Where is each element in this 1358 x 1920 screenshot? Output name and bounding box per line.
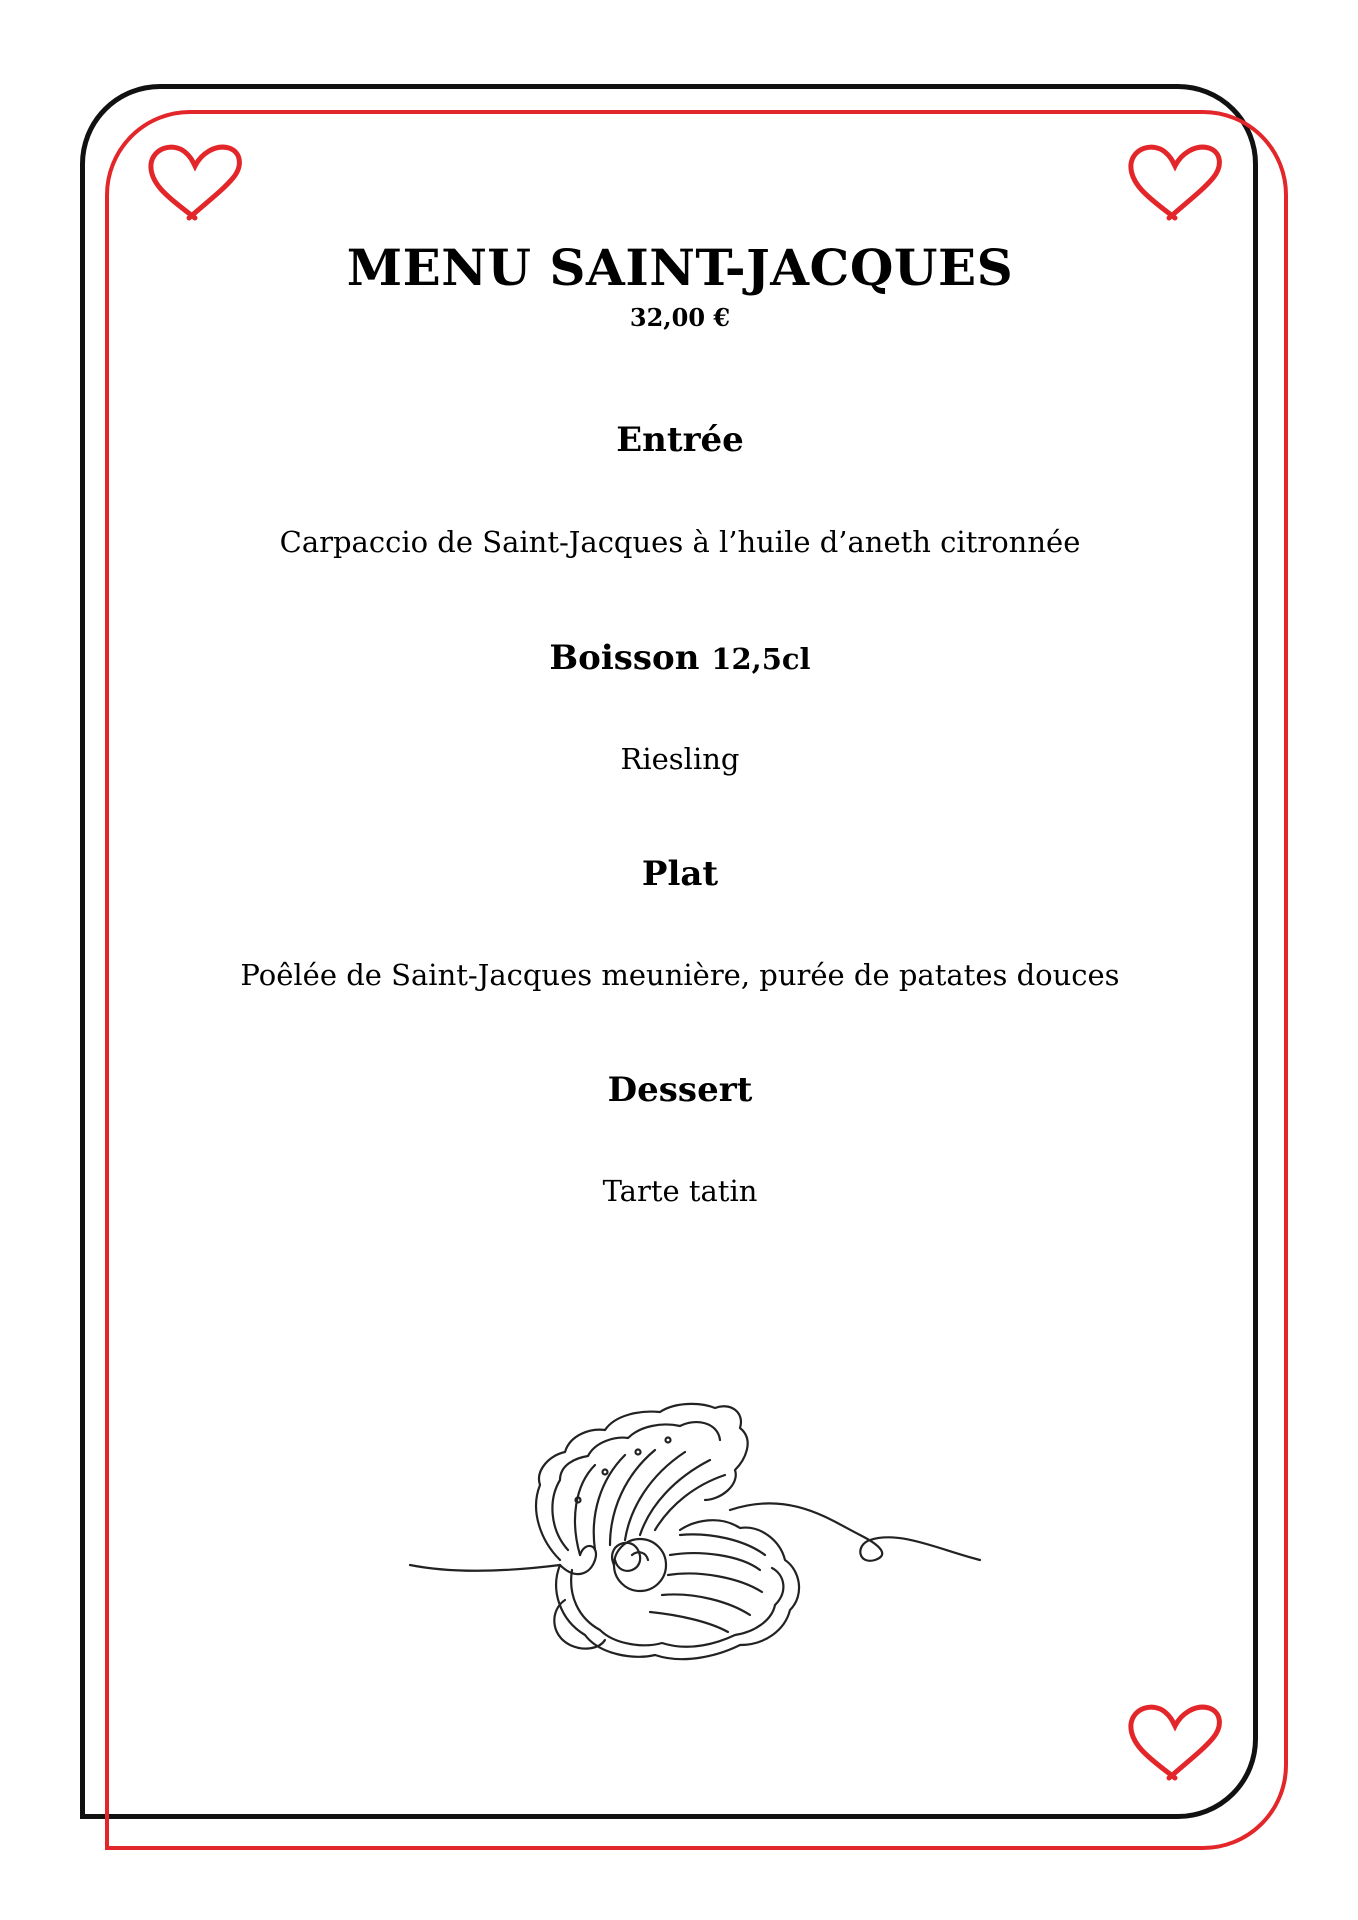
section-heading-label: Boisson: [549, 638, 700, 678]
heart-icon: [145, 140, 245, 225]
section-item-boisson: Riesling: [620, 742, 740, 776]
section-item-entree: Carpaccio de Saint-Jacques à l’huile d’aneth citronnée: [279, 525, 1081, 559]
section-heading-plat: [110, 854, 1250, 894]
heart-icon: [1125, 1700, 1225, 1785]
heart-icon: [1125, 140, 1225, 225]
section-heading-label: Plat: [641, 854, 719, 894]
section-heading-volume: 12,5cl: [711, 642, 811, 676]
section-heading-dessert: [110, 1070, 1250, 1110]
scallop-shell-illustration: [400, 1360, 1000, 1680]
section-heading-entree: [110, 420, 1250, 460]
section-heading-label: Dessert: [607, 1070, 753, 1110]
menu-title: MENU SAINT-JACQUES: [346, 238, 1014, 297]
section-item-dessert: Tarte tatin: [602, 1174, 758, 1208]
section-heading-label: Entrée: [616, 420, 744, 460]
section-heading-boisson: [110, 638, 1250, 678]
section-item-plat: Poêlée de Saint-Jacques meunière, purée de patates douces: [240, 958, 1120, 992]
menu-price: 32,00 €: [629, 303, 731, 332]
